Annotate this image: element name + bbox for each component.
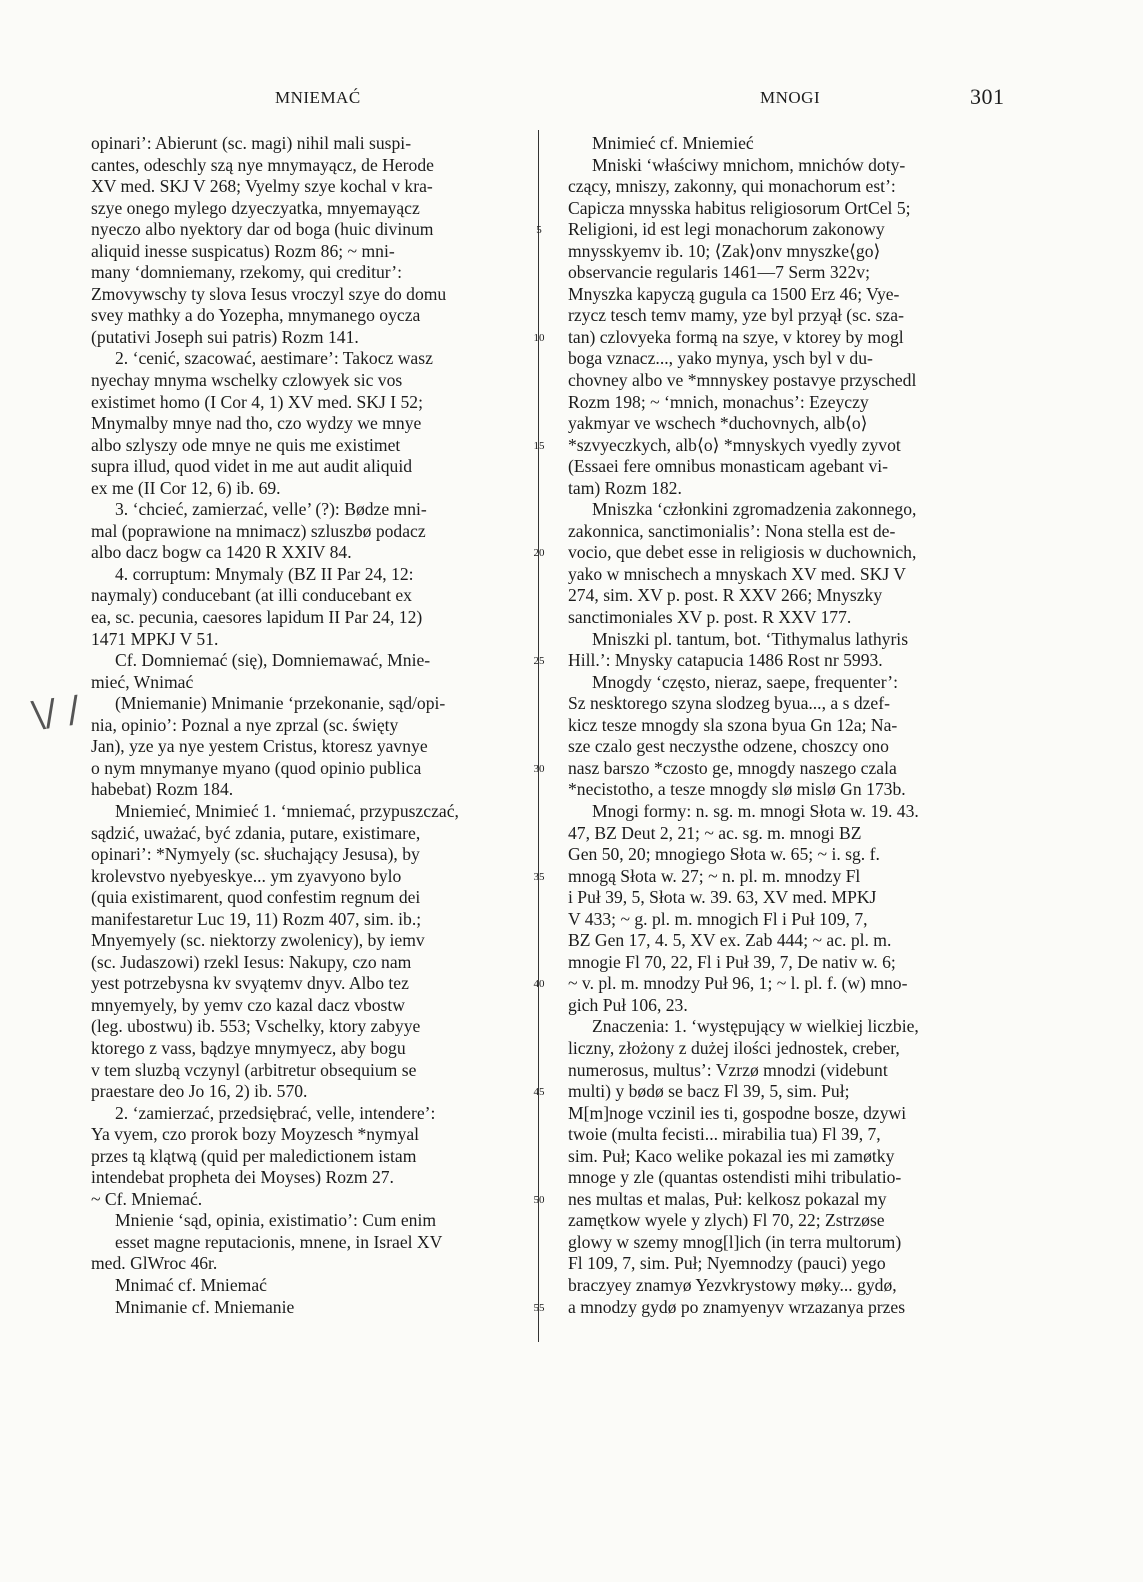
text-line: Cf. Domniemać (się), Domniemawać, Mnie-	[115, 650, 431, 671]
text-line: i Puł 39, 5, Słota w. 39. 63, XV med. MPKJ	[568, 887, 877, 908]
text-line: vocio, que debet esse in religiosis w duchownich,	[568, 542, 917, 563]
running-head-right: MNOGI	[760, 88, 821, 107]
text-line: nasz barszo *czosto ge, mnogdy naszego czala	[568, 757, 897, 778]
text-line: sim. Puł; Kaco welike pokazal ies mi zamøtky	[568, 1145, 895, 1166]
text-line: svey mathky a do Yozepha, mnymanego oycza	[91, 305, 421, 326]
text-line: Mnogi formy: n. sg. m. mnogi Słota w. 19. 43.	[592, 800, 919, 821]
text-line: mnogą Słota w. 27; ~ n. pl. m. mnodzy Fl	[568, 865, 861, 886]
text-line: naymaly) conducebant (at illi conducebant ex	[91, 585, 412, 606]
text-line: habebat) Rozm 184.	[91, 779, 234, 800]
text-line: Mniski ‘właściwy mnichom, mnichów doty-	[592, 154, 906, 175]
text-line: Mniszki pl. tantum, bot. ‘Tithymalus lathyris	[592, 628, 909, 649]
text-line: zakonnica, sanctimonialis’: Nona stella est de-	[568, 520, 896, 541]
text-line: yakmyar ve wschech *duchovnych, alb⟨o⟩	[568, 413, 868, 434]
line-number: 25	[533, 655, 545, 668]
text-line: Religioni, id est legi monachorum zakonowy	[568, 219, 885, 240]
text-line: (Mniemanie) Mnimanie ‘przekonanie, sąd/opi-	[115, 693, 446, 714]
text-line: manifestaretur Luc 19, 11) Rozm 407, sim. ib.;	[91, 908, 422, 929]
text-line: zamętkow wyele y zlych) Fl 70, 22; Zstrzøse	[568, 1210, 885, 1231]
text-line: boga vznacz..., yako mynya, ysch byl v du-	[568, 348, 873, 369]
handwritten-margin-mark: \/ /	[29, 688, 83, 737]
text-line: (Essaei fere omnibus monasticam agebant vi-	[568, 456, 889, 477]
text-line: 274, sim. XV p. post. R XXV 266; Mnyszky	[568, 585, 883, 606]
text-line: mnogie Fl 70, 22, Fl i Puł 39, 7, De nativ w. 6;	[568, 951, 896, 972]
text-line: praestare deo Jo 16, 2) ib. 570.	[91, 1081, 308, 1102]
text-line: twoie (multa fecisti... mirabilia tua) Fl 39, 7,	[568, 1124, 881, 1145]
text-line: Sz nesktorego szyna slodzeg byua..., a s dzef-	[568, 693, 890, 714]
text-line: Mnimieć cf. Mniemieć	[592, 133, 754, 153]
text-line: (leg. ubostwu) ib. 553; Vschelky, ktory zabyye	[91, 1016, 421, 1037]
text-line: med. GlWroc 46r.	[91, 1253, 218, 1274]
text-line: Gen 50, 20; mnogiego Słota w. 65; ~ i. sg. f.	[568, 844, 880, 865]
text-line: sze czalo gest neczysthe odzene, choszcy ono	[568, 736, 889, 757]
text-line: gich Puł 106, 23.	[568, 994, 688, 1015]
page-number: 301	[970, 84, 1005, 109]
text-line: 4. corruptum: Mnymaly (BZ II Par 24, 12:	[115, 563, 414, 584]
text-line: Zmovywschy ty slova Iesus vroczyl szye do domu	[91, 283, 447, 304]
text-line: nes multas et malas, Puł: kelkosz pokazal my	[568, 1188, 887, 1209]
text-line: a mnodzy gydø po znamyenyv wrzazanya przes	[568, 1296, 906, 1317]
text-line: cantes, odeschly szą nye mnymayącz, de Herode	[91, 154, 434, 175]
text-line: Mnienie ‘sąd, opinia, existimatio’: Cum enim	[115, 1210, 437, 1231]
text-line: XV med. SKJ V 268; Vyelmy szye kochal v kra-	[91, 176, 433, 197]
line-number: 15	[533, 439, 545, 452]
text-line: Mnimanie cf. Mniemanie	[115, 1296, 295, 1317]
text-line: sądzić, uważać, być zdania, putare, existimare,	[91, 822, 421, 843]
text-line: kicz tesze mnogdy sla szona byua Gn 12a; Na-	[568, 714, 898, 735]
text-line: yako w mnischech a mnyskach XV med. SKJ V	[568, 563, 906, 584]
text-line: ea, sc. pecunia, caesores lapidum II Par 24, 12)	[91, 607, 423, 628]
text-line: braczyey znamyø Yezvkrystowy møky... gydø,	[568, 1274, 897, 1295]
text-line: Mnymalby mnye nad tho, czo wydzy we mnye	[91, 413, 422, 434]
text-line: (quia existimarent, quod confestim regnum dei	[91, 887, 421, 908]
text-line: sanctimoniales XV p. post. R XXV 177.	[568, 607, 852, 628]
text-line: mnoge y zle (quantas ostendisti mihi tribulatio-	[568, 1167, 902, 1188]
text-line: czący, mniszy, zakonny, qui monachorum est’:	[568, 176, 896, 197]
line-number: 40	[533, 978, 545, 991]
line-number: 45	[533, 1086, 545, 1099]
text-line: M[m]noge vczinil ies ti, gospodne bosze, dzywi	[568, 1102, 907, 1123]
text-line: aliquid inesse suspicatus) Rozm 86; ~ mni-	[91, 240, 395, 261]
text-line: przes tą klątwą (quid per maledictionem istam	[91, 1145, 417, 1166]
line-number: 20	[533, 547, 545, 560]
line-number: 50	[533, 1193, 545, 1206]
text-line: 2. ‘cenić, szacować, aestimare’: Takocz wasz	[115, 348, 433, 369]
line-number: 30	[533, 762, 545, 775]
text-line: ex me (II Cor 12, 6) ib. 69.	[91, 477, 281, 498]
text-line: liczny, złożony z dużej ilości jednostek, creber,	[568, 1037, 900, 1058]
text-line: multi) y bødø se bacz Fl 39, 5, sim. Puł;	[568, 1081, 850, 1102]
text-line: *szvyeczkych, alb⟨o⟩ *mnyskych vyedly zyvot	[568, 434, 901, 455]
column-divider	[538, 130, 539, 1342]
right-column	[568, 133, 1001, 1318]
text-line: opinari’: *Nymyely (sc. słuchający Jesusa), by	[91, 844, 420, 865]
text-line: esset magne reputacionis, mnene, in Israel XV	[115, 1231, 443, 1252]
text-line: (sc. Judaszowi) rzekl Iesus: Nakupy, czo nam	[91, 951, 412, 972]
text-line: BZ Gen 17, 4. 5, XV ex. Zab 444; ~ ac. pl. m.	[568, 930, 892, 951]
text-line: supra illud, quod videt in me aut audit aliquid	[91, 456, 413, 477]
text-line: nyechay mnyma wschelky czlowyek sic vos	[91, 370, 403, 391]
text-line: (putativi Joseph sui patris) Rozm 141.	[91, 326, 359, 347]
text-line: mal (poprawione na mnimacz) szluszbø podacz	[91, 520, 426, 541]
running-head-left: MNIEMAĆ	[275, 88, 361, 107]
text-line: Mnyemyely (sc. niektorzy zwolenicy), by iemv	[91, 930, 425, 951]
text-line: mieć, Wnimać	[91, 671, 194, 692]
text-line: mnyemyely, by yemv czo kazal dacz vbostw	[91, 994, 405, 1015]
text-line: observancie regularis 1461—7 Serm 322v;	[568, 262, 870, 283]
text-line: intendebat propheta dei Moyses) Rozm 27.	[91, 1167, 394, 1188]
text-line: opinari’: Abierunt (sc. magi) nihil mali suspi-	[91, 133, 412, 153]
text-line: v tem sluzbą vczynyl (arbitretur obsequium se	[91, 1059, 417, 1080]
text-line: Ya vyem, czo prorok bozy Moyzesch *nymyal	[91, 1124, 420, 1145]
text-line: ~ v. pl. m. mnodzy Puł 96, 1; ~ l. pl. f. (w) mno-	[568, 973, 908, 994]
text-line: nia, opinio’: Poznal a nye zprzal (sc. święty	[91, 714, 399, 735]
text-line: 1471 MPKJ V 51.	[91, 628, 219, 649]
text-line: glowy w szemy mnog[l]ich (in terra multorum)	[568, 1231, 902, 1252]
text-line: *necistotho, a tesze mnogdy slø mislø Gn 173b.	[568, 779, 906, 800]
text-line: Znaczenia: 1. ‘występujący w wielkiej liczbie,	[592, 1016, 919, 1037]
line-number: 35	[533, 870, 545, 883]
text-line: 2. ‘zamierzać, przedsiębrać, velle, intendere’:	[115, 1102, 436, 1123]
line-number: 55	[533, 1301, 545, 1314]
text-line: Capicza mnysska habitus religiosorum OrtCel 5;	[568, 197, 911, 218]
text-line: V 433; ~ g. pl. m. mnogich Fl i Puł 109, 7,	[568, 908, 868, 929]
text-line: chovney albo ve *mnnyskey postavye przyschedl	[568, 370, 917, 391]
text-line: Mniszka ‘członkini zgromadzenia zakonnego,	[592, 499, 917, 520]
text-line: albo dacz bogw ca 1420 R XXIV 84.	[91, 542, 352, 563]
text-line: Jan), yze ya nye yestem Cristus, ktoresz yavnye	[91, 736, 428, 757]
text-line: 47, BZ Deut 2, 21; ~ ac. sg. m. mnogi BZ	[568, 822, 862, 843]
text-line: ktorego z vass, bądzye mnymyecz, aby bogu	[91, 1037, 406, 1058]
line-number: 10	[533, 331, 545, 344]
text-line: numerosus, multus’: Vzrzø mnodzi (videbunt	[568, 1059, 888, 1080]
text-line: nyeczo albo nyektory dar od boga (huic divinum	[91, 219, 434, 240]
text-line: o nym mnymanye myano (quod opinio publica	[91, 757, 422, 778]
text-line: szye onego mylego dzyeczyatka, mnyemayącz	[91, 197, 420, 218]
left-column	[91, 133, 523, 1318]
text-line: tan) czlovyeka formą na szye, v ktorey by mogl	[568, 326, 904, 347]
text-line: 3. ‘chcieć, zamierzać, velle’ (?): Bødze mni-	[115, 499, 427, 520]
text-line: tam) Rozm 182.	[568, 477, 682, 498]
text-line: Mnyszka kapyczą gugula ca 1500 Erz 46; Vye-	[568, 283, 900, 304]
text-line: Mniemieć, Mnimieć 1. ‘mniemać, przypuszczać,	[115, 800, 459, 821]
line-number: 5	[536, 224, 542, 237]
text-line: Rozm 198; ~ ‘mnich, monachus’: Ezeyczy	[568, 391, 869, 412]
text-line: krolevstvo nyebyeskye... ym zyavyono bylo	[91, 865, 402, 886]
text-line: Fl 109, 7, sim. Puł; Nyemnodzy (pauci) yego	[568, 1253, 886, 1274]
text-line: yest potrzebysna kv svyątemv dnyv. Albo tez	[91, 973, 409, 994]
text-line: mnysskyemv ib. 10; ⟨Zak⟩onv mnyszke⟨go⟩	[568, 240, 881, 261]
text-line: rzycz tesch temv mamy, yze byl przyął (sc. sza-	[568, 305, 904, 326]
text-line: albo szlyszy ode mnye ne quis me existimet	[91, 434, 401, 455]
text-line: ~ Cf. Mniemać.	[91, 1188, 203, 1209]
text-line: many ‘domniemany, rzekomy, qui creditur’:	[91, 262, 403, 283]
text-line: Hill.’: Mnysky catapucia 1486 Rost nr 5993.	[568, 650, 883, 671]
text-line: Mnogdy ‘często, nieraz, saepe, frequenter’:	[592, 671, 898, 692]
text-line: Mnimać cf. Mniemać	[115, 1274, 267, 1295]
text-line: existimet homo (I Cor 4, 1) XV med. SKJ I 52;	[91, 391, 423, 412]
